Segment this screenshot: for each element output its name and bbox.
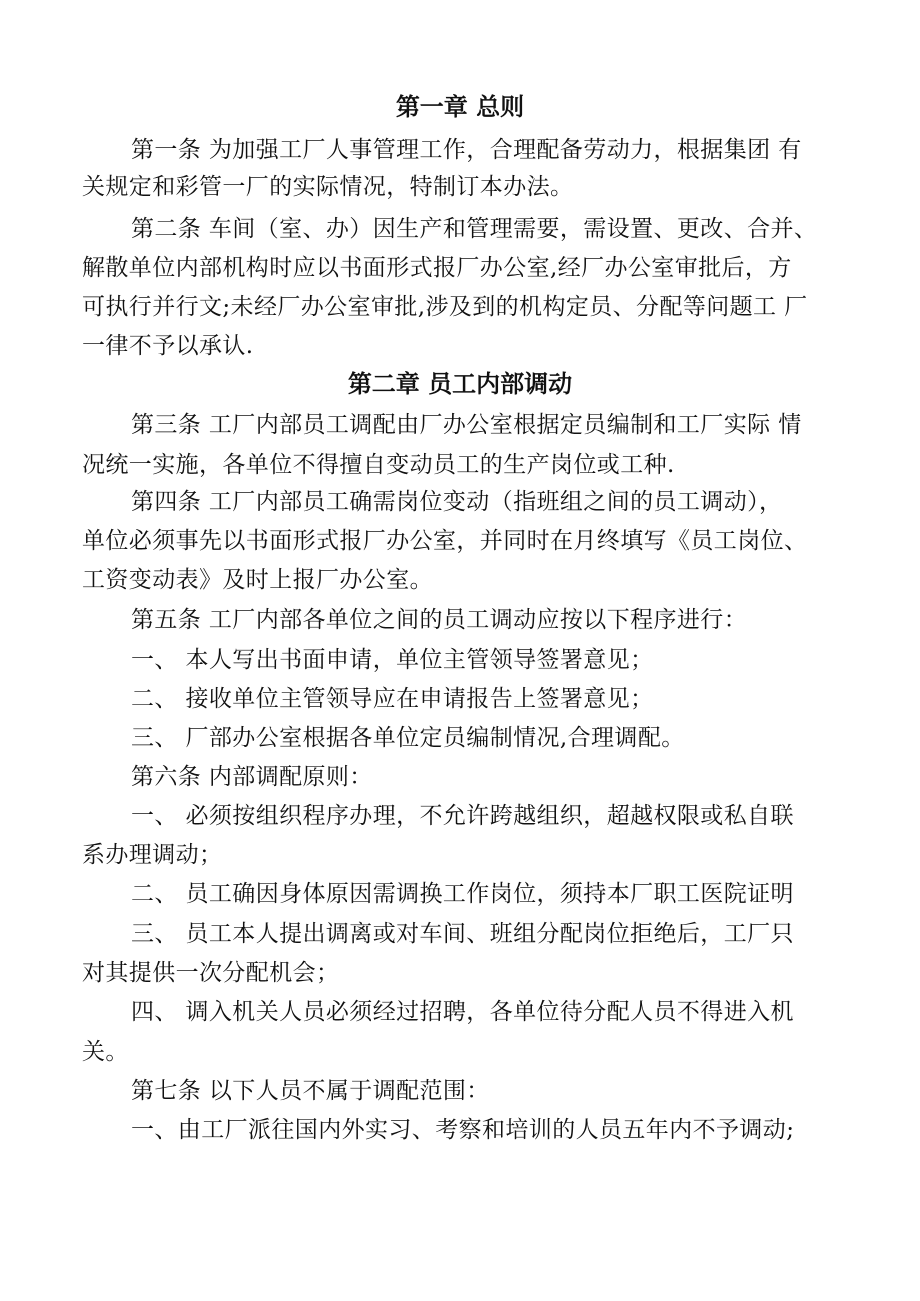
chapter-1-title: 第一章 总则 [395,93,525,121]
article-6-item-1-line-1: 一、 必须按组织程序办理，不允许跨越组织，超越权限或私自联 [131,803,794,829]
article-6-item-3-line-1: 三、 员工本人提出调离或对车间、班组分配岗位拒绝后，工厂只 [131,921,794,947]
article-6-item-4-line-1: 四、 调入机关人员必须经过招聘，各单位待分配人员不得进入机 [131,999,794,1025]
article-5-item-3: 三、 厂部办公室根据各单位定员编制情况,合理调配。 [131,725,685,751]
article-1-line-1: 第一条 为加强工厂人事管理工作，合理配备劳动力，根据集团 有 [131,137,802,163]
article-4-line-1: 第四条 工厂内部员工确需岗位变动（指班组之间的员工调动）， [131,489,783,515]
article-2-line-4: 一律不予以承认. [82,333,254,359]
article-6-line-1: 第六条 内部调配原则： [131,764,373,790]
article-4-line-2: 单位必须事先以书面形式报厂办公室，并同时在月终填写《员工岗位、 [82,528,808,554]
article-2-line-2: 解散单位内部机构时应以书面形式报厂办公室,经厂办公室审批后，方 [82,255,792,281]
article-6-item-1-line-2: 系办理调动； [82,842,223,868]
article-5-item-2: 二、 接收单位主管领导应在申请报告上签署意见； [131,686,654,712]
chapter-2-title: 第二章 员工内部调动 [347,370,573,398]
article-3-line-2: 况统一实施，各单位不得擅自变动员工的生产岗位或工种. [82,452,675,478]
article-4-line-3: 工资变动表》及时上报厂办公室。 [82,567,433,593]
article-5-line-1: 第五条 工厂内部各单位之间的员工调动应按以下程序进行： [131,607,748,633]
article-6-item-3-line-2: 对其提供一次分配机会； [82,960,340,986]
article-1-line-2: 关规定和彩管一厂的实际情况，特制订本办法。 [82,174,574,200]
article-3-line-1: 第三条 工厂内部员工调配由厂办公室根据定员编制和工厂实际 情 [131,412,802,438]
article-7-line-1: 第七条 以下人员不属于调配范围： [131,1078,490,1104]
article-7-item-1: 一、由工厂派往国内外实习、考察和培训的人员五年内不予调动; [131,1117,795,1143]
article-6-item-2: 二、 员工确因身体原因需调换工作岗位，须持本厂职工医院证明 [131,881,794,907]
article-5-item-1: 一、 本人写出书面申请，单位主管领导签署意见； [131,647,654,673]
article-2-line-1: 第二条 车间（室、办）因生产和管理需要，需设置、更改、合并、 [131,216,818,242]
article-2-line-3: 可执行并行文;未经厂办公室审批,涉及到的机构定员、分配等问题工 厂 [82,294,808,320]
article-6-item-4-line-2: 关。 [82,1039,129,1065]
